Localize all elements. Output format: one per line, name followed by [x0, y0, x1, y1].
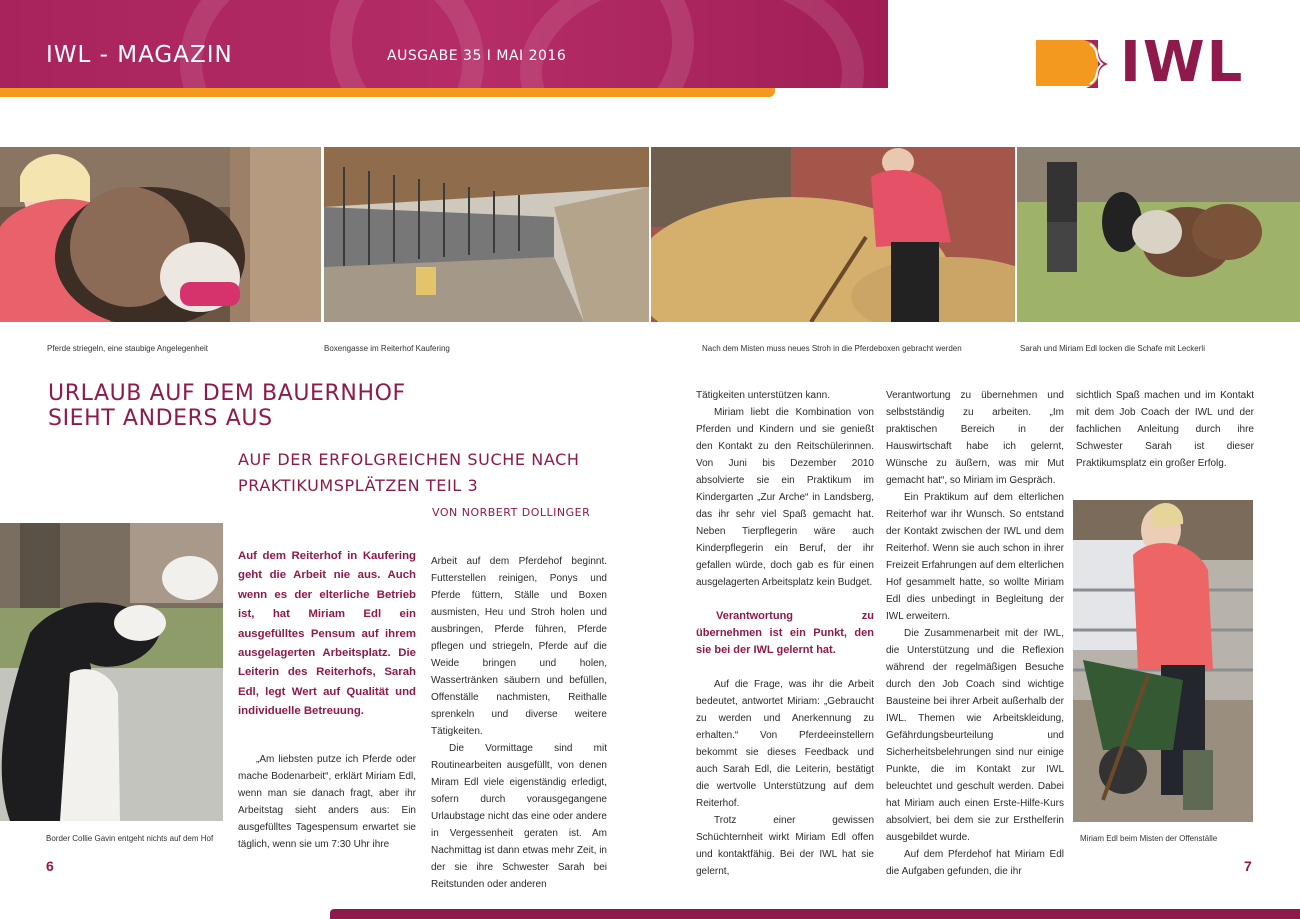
col3-paragraph-2: Miriam liebt die Kombination von Pferden und Kindern und sie genießt den Kontakt zu den Reitschülerinnen. Von Juni bis Dezember 2010 absolvierte sie ein Praktikum im Kindergarten „Zur Arche“ in Landsberg, das ihr sehr viel Spaß gemacht hat. Neben Tierpflegerin wäre auch Kinderpflegerin ein Beruf, der ihr gefallen würde, doch gab es für einen ausgelagerten Arbeitsplatz kein Budget.	[696, 407, 874, 588]
article-title-line2: SIEHT ANDERS AUS	[48, 406, 273, 431]
col3-paragraph-1: Tätigkeiten unterstützen kann.	[696, 390, 830, 401]
photo-pony-grooming	[0, 147, 321, 322]
photo-sheep	[1017, 147, 1300, 322]
iwl-logo	[1036, 30, 1252, 95]
col3-subheading: Verantwortung zu übernehmen ist ein Punkt, den sie bei der IWL gelernt hat.	[696, 610, 874, 656]
photo-stable-aisle	[324, 147, 649, 322]
article-column-4	[886, 387, 1064, 880]
col3-paragraph-4: Trotz einer gewissen Schüchternheit wirkt Miriam Edl offen und kontaktfähig. Bei der IWL hat sie gelernt,	[696, 815, 874, 877]
caption-stable: Boxengasse im Reiterhof Kaufering	[324, 344, 450, 353]
col4-paragraph-4: Auf dem Pferdehof hat Miriam Edl die Aufgaben gefunden, die ihr	[886, 849, 1064, 877]
magazine-title: IWL - MAGAZIN	[46, 42, 233, 68]
article-column-1	[238, 547, 416, 853]
article-title	[48, 381, 406, 431]
photo-wheelbarrow	[1073, 500, 1253, 822]
col4-paragraph-1: Verantwortung zu übernehmen und selbstständig zu arbeiten. „Im praktischen Bereich in der Hauswirtschaft habe ich gelernt, Wünsche zu äußern, was mir Mut gemacht hat“, so Miriam im Gespräch.	[886, 390, 1064, 486]
col4-paragraph-2: Ein Praktikum auf dem elterlichen Reiterhof war ihr Wunsch. So entstand der Kontakt zwischen der IWL und dem Reiterhof. Wenn sie auch schon in ihrer Freizeit Erfahrungen auf dem elterlichen Hof gesammelt hatte, so wollte Miriam Edl dies unbedingt in Begleitung der IWL erweitern.	[886, 492, 1064, 622]
issue-info: AUSGABE 35 I MAI 2016	[387, 48, 567, 64]
caption-dog: Border Collie Gavin entgeht nichts auf dem Hof	[46, 834, 214, 843]
col4-paragraph-3: Die Zusammenarbeit mit der IWL, die Unterstützung und die Reflexion während der regelmäßigen Besuche durch den Job Coach sind wichtige Bausteine bei ihrer Arbeit außerhalb der IWL. Themen wie Arbeitskleidung, Gefährdungsbeurteilung und Sicherheitsbelehrungen sind nur einige Punkte, die im Kontakt zur IWL beleuchtet und geschult werden. Dabei hat Miriam auch einen Erste-Hilfe-Kurs absolviert, bei dem sie zur Ersthelferin ausgebildet wurde.	[886, 628, 1064, 843]
caption-straw: Nach dem Misten muss neues Stroh in die Pferdeboxen gebracht werden	[702, 344, 962, 353]
article-column-3	[696, 387, 874, 880]
header-accent-line	[0, 88, 775, 97]
logo-text: IWL	[1120, 30, 1245, 95]
col2-paragraph-2: Die Vormittage sind mit Routinearbeiten ausgefüllt, von denen Miram Edl viele eigenständig erledigt, sofern durch vorausgegangene Urlaubstage nicht das eine oder andere in Vergessenheit geraten ist. Am Nachmittag ist dann etwas mehr Zeit, in der sie ihre Schwester Sarah bei Reitstunden oder anderen	[431, 743, 607, 890]
article-title-line1: URLAUB AUF DEM BAUERNHOF	[48, 381, 406, 406]
article-subtitle	[238, 447, 580, 499]
col3-paragraph-3: Auf die Frage, was ihr die Arbeit bedeutet, antwortet Miriam: „Gebraucht zu werden und Anerkennung zu erhalten.“ Von Pferdeeinstellern bekommt sie dieses Feedback und auch Sarah Edl, die Leiterin, bestätigt die wertvolle Unterstützung auf dem Reiterhof.	[696, 679, 874, 809]
article-subtitle-line1: AUF DER ERFOLGREICHEN SUCHE NACH	[238, 450, 580, 469]
col1-paragraph-1: „Am liebsten putze ich Pferde oder mache Bodenarbeit“, erklärt Miriam Edl, wenn man sie danach fragt, aber ihr Arbeitstag sieht anders aus: Ein ausgefülltes Tagespensum erwartet sie täglich, wenn sie um 7:30 Uhr ihre	[238, 753, 416, 850]
article-column-5	[1076, 387, 1254, 472]
article-author: VON NORBERT DOLLINGER	[432, 506, 591, 519]
caption-pony: Pferde striegeln, eine staubige Angelegenheit	[47, 344, 209, 353]
article-column-2	[431, 553, 607, 893]
photo-straw	[651, 147, 1015, 322]
article-subtitle-line2: PRAKTIKUMSPLÄTZEN TEIL 3	[238, 476, 479, 495]
col2-paragraph-1: Arbeit auf dem Pferdehof beginnt. Futterstellen reinigen, Ponys und Pferde füttern, Ställe und Boxen ausmisten, Heu und Stroh holen und ausbringen, Pferde führen, Pferde pflegen und striegeln, Pferde auf die Weide bringen und holen, Wassertränken säubern und befüllen, Offenställe nachmisten, Reithalle sprenkeln und diverse weitere Tätigkeiten.	[431, 556, 607, 737]
article-lead: Auf dem Reiterhof in Kaufering geht die Arbeit nie aus. Auch wenn es der elterliche Betrieb ist, hat Miriam Edl ein ausgefülltes Pensum auf ihrem ausgelagerten Arbeitsplatz. Die Leiterin des Reiterhofs, Sarah Edl, legt Wert auf Qualität und individuelle Betreuung.	[238, 550, 416, 718]
caption-wheelbarrow: Miriam Edl beim Misten der Offenställe	[1080, 834, 1218, 843]
col5-paragraph-1: sichtlich Spaß machen und im Kontakt mit dem Job Coach der IWL und der fachlichen Anleitung durch ihre Schwester Sarah ist dieser Praktikumsplatz ein großer Erfolg.	[1076, 390, 1254, 469]
photo-border-collie	[0, 523, 223, 821]
caption-sheep: Sarah und Miriam Edl locken die Schafe mit Leckerli	[1020, 344, 1205, 353]
page-number-left: 6	[46, 858, 54, 874]
page-number-right: 7	[1244, 858, 1252, 874]
footer-bar	[330, 909, 1300, 919]
